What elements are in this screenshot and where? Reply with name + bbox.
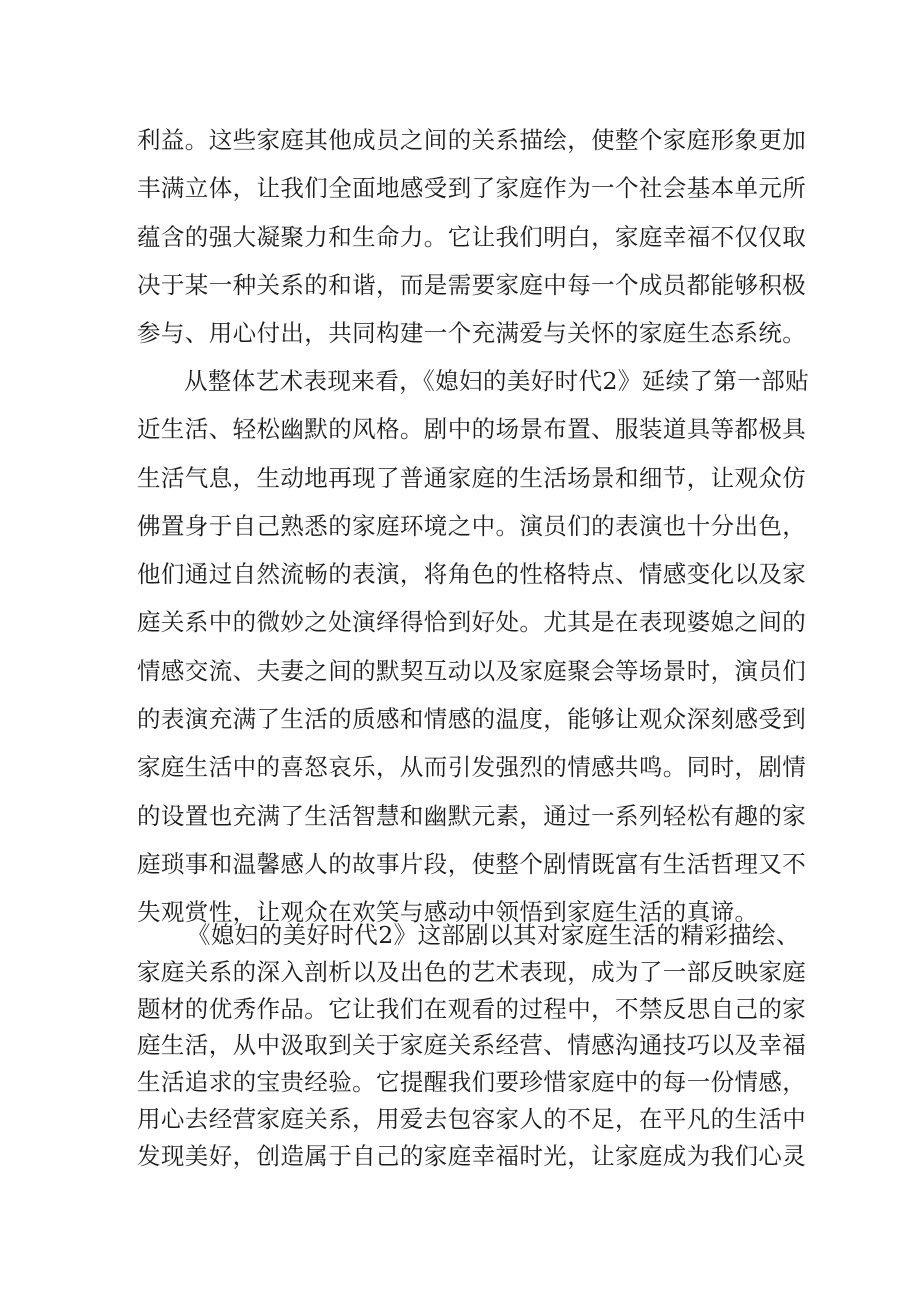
text-line: 情感交流、夫妻之间的默契互动以及家庭聚会等场景时，演员们 — [137, 656, 807, 685]
text-line: 生活气息，生动地再现了普通家庭的生活场景和细节，让观众仿 — [137, 463, 807, 492]
text-line: 从整体艺术表现来看，《媳妇的美好时代2》延续了第一部贴 — [184, 367, 810, 395]
text-line: 生活追求的宝贵经验。它提醒我们要珍惜家庭中的每一份情感， — [137, 1068, 807, 1097]
text-line: 发现美好，创造属于自己的家庭幸福时光，让家庭成为我们心灵 — [137, 1141, 807, 1170]
paragraph-conclusion — [137, 917, 807, 1175]
text-line: 家庭生活中的喜怒哀乐，从而引发强烈的情感共鸣。同时，剧情 — [137, 753, 807, 782]
text-line: 的设置也充满了生活智慧和幽默元素，通过一系列轻松有趣的家 — [137, 801, 807, 830]
text-line: 家庭关系的深入剖析以及出色的艺术表现，成为了一部反映家庭 — [137, 957, 807, 986]
text-line: 庭关系中的微妙之处演绎得恰到好处。尤其是在表现婆媳之间的 — [137, 608, 807, 637]
text-line: 用心去经营家庭关系，用爱去包容家人的不足，在平凡的生活中 — [137, 1104, 807, 1133]
text-line: 利益。这些家庭其他成员之间的关系描绘，使整个家庭形象更加 — [137, 126, 807, 154]
text-line: 蕴含的强大凝聚力和生命力。它让我们明白，家庭幸福不仅仅取 — [137, 222, 807, 251]
text-line: 庭琐事和温馨感人的故事片段，使整个剧情既富有生活哲理又不 — [137, 849, 807, 878]
text-line: 题材的优秀作品。它让我们在观看的过程中，不禁反思自己的家 — [137, 994, 807, 1023]
paragraph-artistic-expression — [137, 357, 810, 937]
text-line: 参与、用心付出，共同构建一个充满爱与关怀的家庭生态系统。 — [137, 319, 807, 348]
text-line: 他们通过自然流畅的表演，将角色的性格特点、情感变化以及家 — [137, 560, 807, 589]
text-line: 丰满立体，让我们全面地感受到了家庭作为一个社会基本单元所 — [137, 174, 807, 203]
text-line: 近生活、轻松幽默的风格。剧中的场景布置、服装道具等都极具 — [137, 415, 807, 444]
text-line: 庭生活，从中汲取到关于家庭关系经营、情感沟通技巧以及幸福 — [137, 1031, 807, 1060]
text-line: 的表演充满了生活的质感和情感的温度，能够让观众深刻感受到 — [137, 705, 807, 734]
text-line: 失观赏性，让观众在欢笑与感动中领悟到家庭生活的真谛。 — [137, 898, 759, 927]
text-line: 决于某一种关系的和谐，而是需要家庭中每一个成员都能够积极 — [137, 270, 807, 299]
text-line: 《媳妇的美好时代2》这部剧以其对家庭生活的精彩描绘、 — [187, 921, 800, 949]
paragraph-family-relations — [137, 116, 807, 357]
text-line: 佛置身于自己熟悉的家庭环境之中。演员们的表演也十分出色， — [137, 511, 807, 540]
